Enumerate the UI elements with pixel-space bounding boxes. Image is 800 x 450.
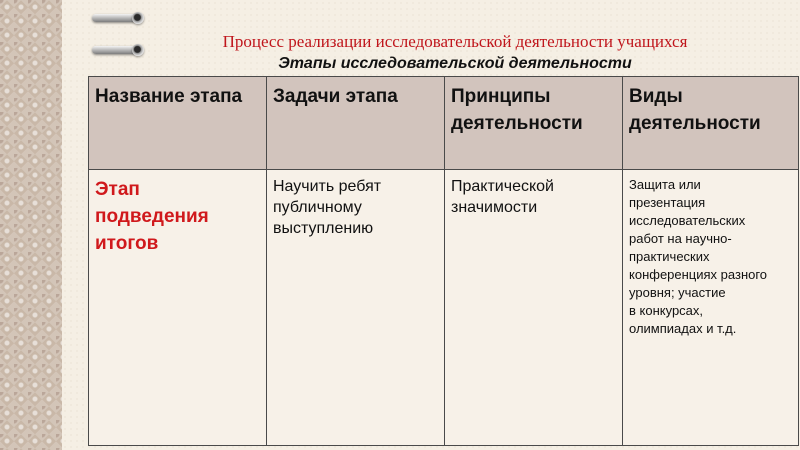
header-activity-types: Виды деятельности xyxy=(623,77,799,170)
cell-stage-name: Этап подведения итогов xyxy=(89,170,267,446)
header-stage-tasks: Задачи этапа xyxy=(267,77,445,170)
cell-principles: Практической значимости xyxy=(445,170,623,446)
header-stage-name: Название этапа xyxy=(89,77,267,170)
slide-subtitle: Этапы исследовательской деятельности xyxy=(278,55,632,72)
binding-ring-icon xyxy=(92,10,144,26)
research-stages-table xyxy=(88,76,799,446)
cell-stage-tasks: Научить ребят публичному выступлению xyxy=(267,170,445,446)
cell-activity-types: Защита или презентация исследовательских работ на научно- практических конференциях разного уровня; участие в конкурсах, олимпиадах и т.д. xyxy=(623,170,799,446)
table-header-row xyxy=(89,77,799,170)
slide-title: Процесс реализации исследовательской деятельности учащихся xyxy=(222,32,688,51)
header-principles: Принципы деятельности xyxy=(445,77,623,170)
decorative-pattern-border xyxy=(0,0,62,450)
table-row xyxy=(89,170,799,446)
